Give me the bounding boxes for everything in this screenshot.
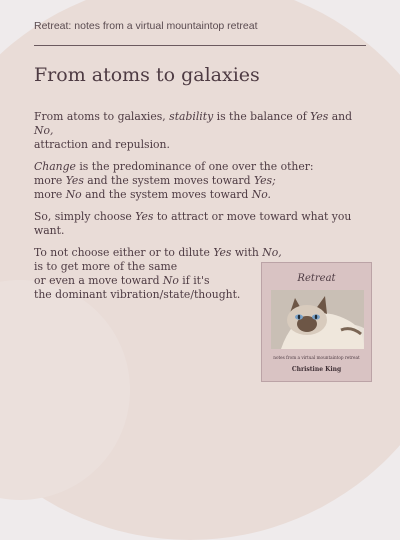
text-span: more	[34, 188, 66, 201]
book-title: Retreat	[297, 273, 336, 284]
emphasis: Yes	[135, 210, 154, 223]
text-span: From atoms to galaxies,	[34, 110, 170, 123]
emphasis: Change	[34, 160, 76, 173]
page-title: From atoms to galaxies	[34, 64, 260, 86]
text-span: and the system moves toward	[81, 188, 252, 201]
emphasis: Yes	[65, 174, 84, 187]
book-subtitle: notes from a virtual mountaintop retreat	[273, 355, 360, 360]
text-span: to attract or move toward what you want.	[34, 210, 352, 237]
emphasis: Yes	[213, 246, 232, 259]
emphasis: stability	[169, 110, 214, 123]
text-span: and the system moves toward	[83, 174, 254, 187]
paragraph-choose	[34, 210, 374, 238]
cat-illustration	[271, 290, 364, 349]
emphasis: No	[65, 188, 82, 201]
book-author: Christine King	[291, 366, 342, 373]
page-header: Retreat: notes from a virtual mountaintop retreat	[34, 20, 258, 32]
text-span: is the balance of	[213, 110, 311, 123]
book-cover[interactable]	[261, 262, 372, 382]
paragraph-change	[34, 160, 374, 202]
text-span: To not choose either or to dilute	[34, 246, 214, 259]
cat-photo	[271, 290, 364, 349]
text-span: with	[231, 246, 263, 259]
emphasis: Yes;	[253, 174, 276, 187]
emphasis: No	[162, 274, 179, 287]
paragraph-stability	[34, 110, 374, 152]
text-span: attraction and repulsion.	[34, 138, 170, 151]
text-span: if it's	[178, 274, 210, 287]
emphasis: Yes	[310, 110, 329, 123]
text-span: the dominant vibration/state/thought.	[34, 288, 241, 301]
emphasis: No.	[251, 188, 271, 201]
emphasis: No,	[34, 124, 54, 137]
text-span: is the predominance of one over the other:	[75, 160, 314, 173]
header-divider	[34, 45, 366, 46]
emphasis: No,	[262, 246, 282, 259]
text-span: is to get more of the same	[34, 260, 178, 273]
text-span: So, simply choose	[34, 210, 136, 223]
text-span: or even a move toward	[34, 274, 163, 287]
text-span: and	[328, 110, 353, 123]
text-span: more	[34, 174, 66, 187]
